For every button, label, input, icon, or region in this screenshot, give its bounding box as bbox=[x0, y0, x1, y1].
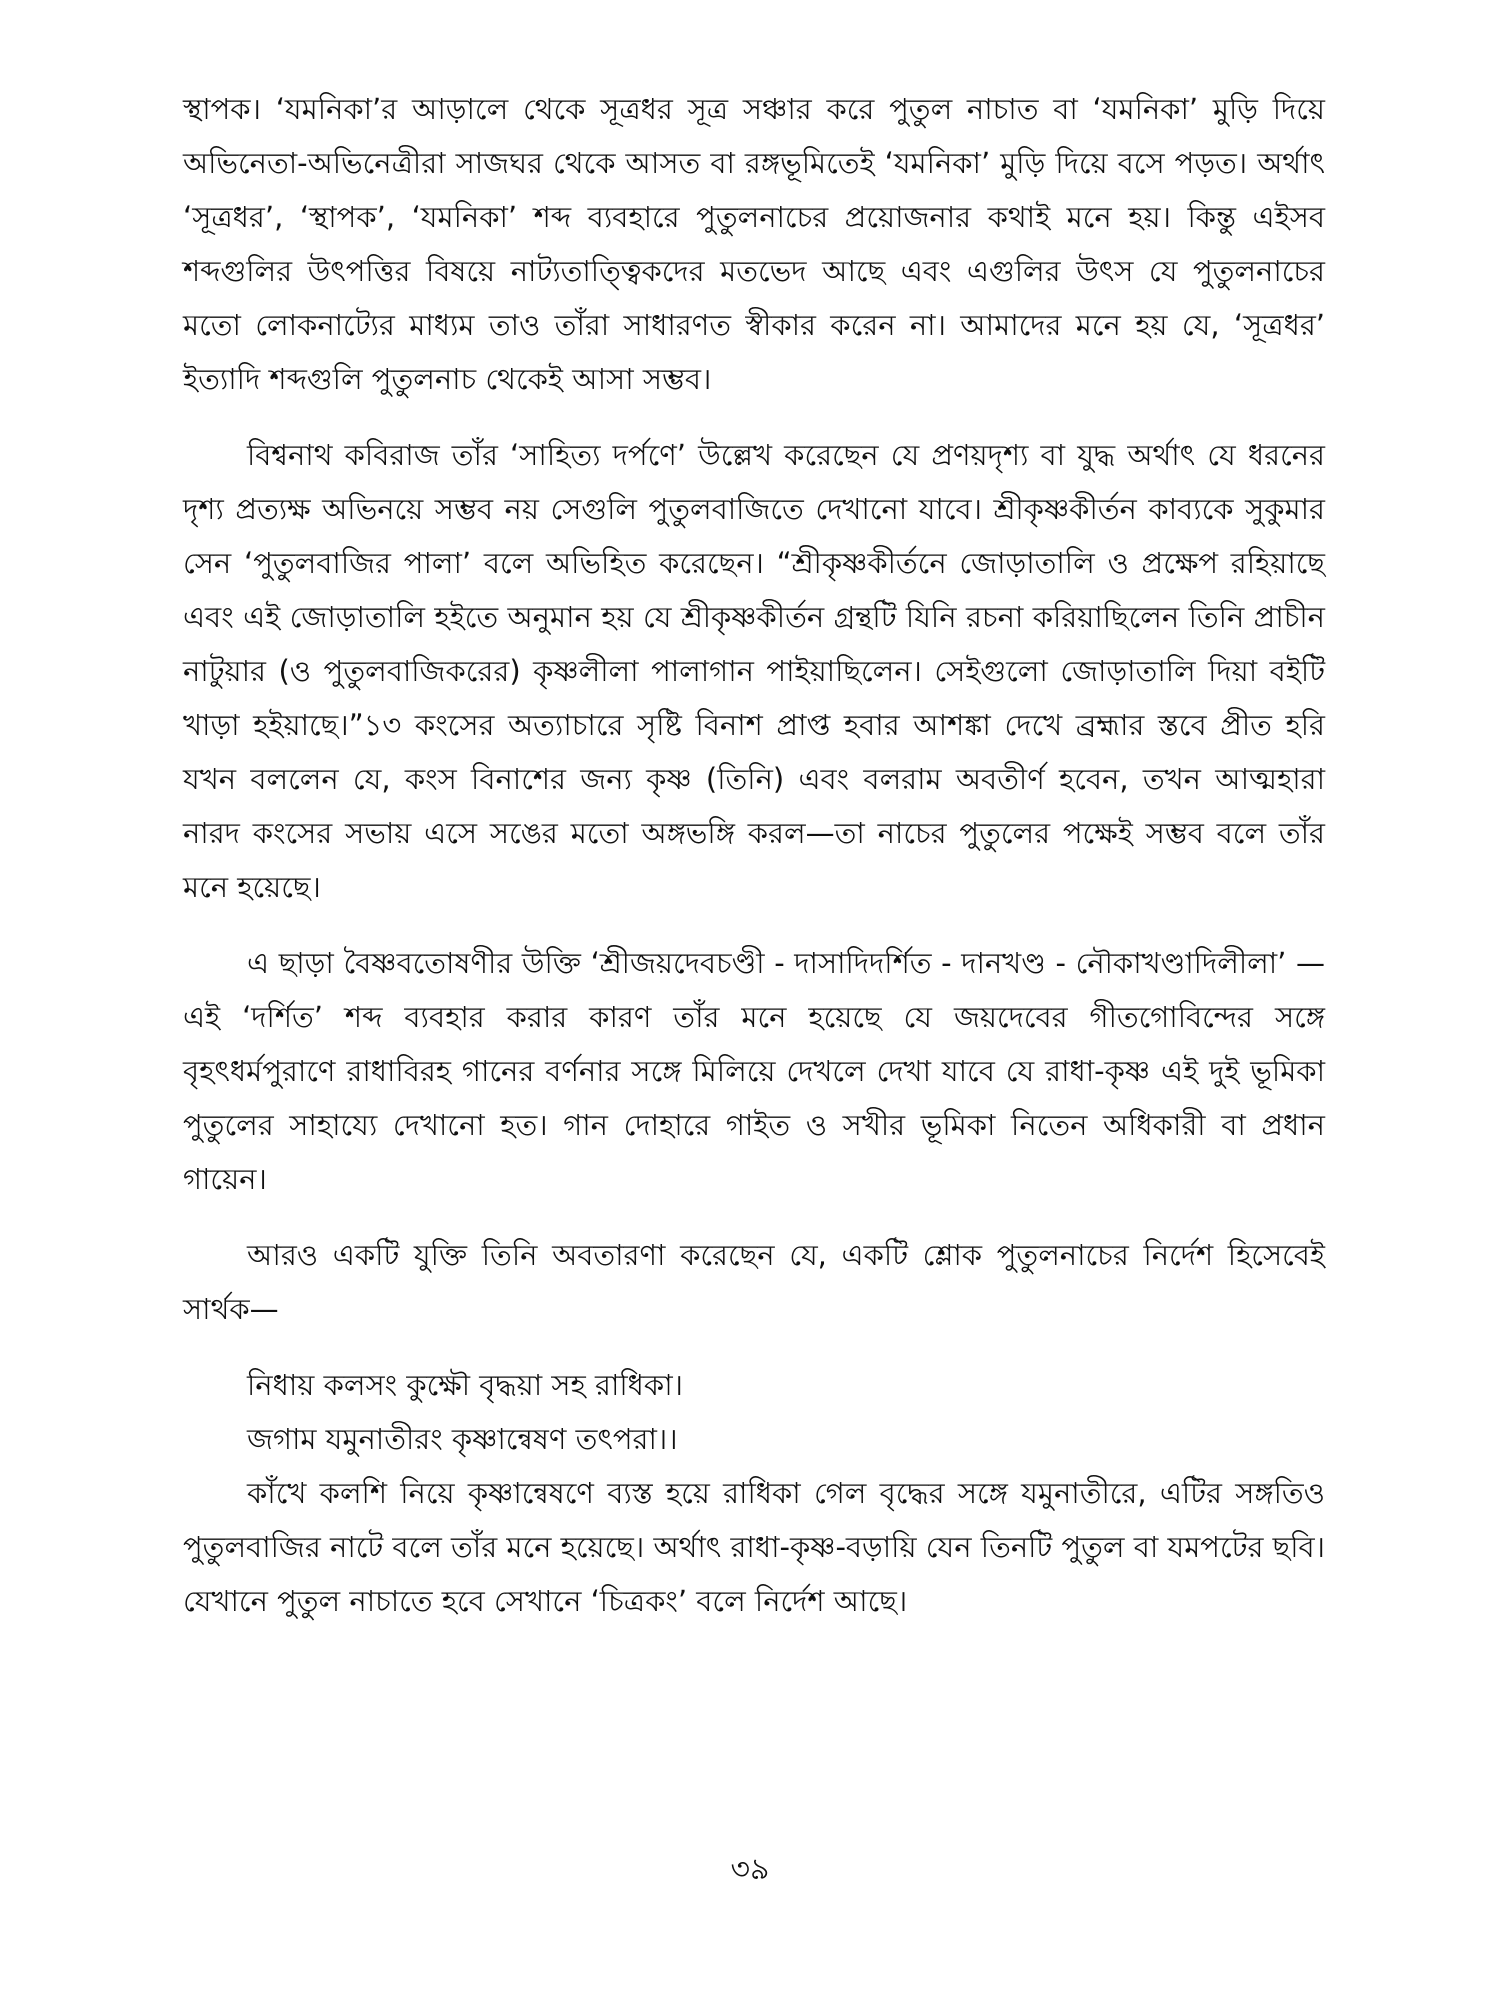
paragraph-5: কাঁখে কলশি নিয়ে কৃষ্ণান্বেষণে ব্যস্ত হয়ে রাধিকা গেল বৃদ্ধের সঙ্গে যমুনাতীরে, এটির সঙ্গতিও পুতুলবাজির নাটে বলে তাঁর মনে হয়েছে। অর্থাৎ রাধা-কৃষ্ণ-বড়ায়ি যেন তিনটি পুতুল বা যমপটের ছবি। যেখানে পুতুল নাচাতে হবে সেখানে ‘চিত্রকং’ বলে নির্দেশ আছে। bbox=[183, 1476, 1325, 1618]
paragraph-2: বিশ্বনাথ কবিরাজ তাঁর ‘সাহিত্য দর্পণে’ উল্লেখ করেছেন যে প্রণয়দৃশ্য বা যুদ্ধ অর্থাৎ যে ধরনের দৃশ্য প্রত্যক্ষ অভিনয়ে সম্ভব নয় সেগুলি পুতুলবাজিতে দেখানো যাবে। শ্রীকৃষ্ণকীর্তন কাব্যকে সুকুমার সেন ‘পুতুলবাজির পালা’ বলে অভিহিত করেছেন। “শ্রীকৃষ্ণকীর্তনে জোড়াতালি ও প্রক্ষেপ রহিয়াছে এবং এই জোড়াতালি হইতে অনুমান হয় যে শ্রীকৃষ্ণকীর্তন গ্রন্থটি যিনি রচনা করিয়াছিলেন তিনি প্রাচীন নাটুয়ার (ও পুতুলবাজিকরের) কৃষ্ণলীলা পালাগান পাইয়াছিলেন। সেইগুলো জোড়াতালি দিয়া বইটি খাড়া হইয়াছে।”১৩ কংসের অত্যাচারে সৃষ্টি বিনাশ প্রাপ্ত হবার আশঙ্কা দেখে ব্রহ্মার স্তবে প্রীত হরি যখন বললেন যে, কংস বিনাশের জন্য কৃষ্ণ (তিনি) এবং বলরাম অবতীর্ণ হবেন, তখন আত্মহারা নারদ কংসের সভায় এসে সঙের মতো অঙ্গভঙ্গি করল—তা নাচের পুতুলের পক্ষেই সম্ভব বলে তাঁর মনে হয়েছে। bbox=[183, 438, 1325, 904]
body-text bbox=[183, 82, 1325, 1628]
page-number: ৩৯ bbox=[730, 1852, 770, 1887]
sanskrit-verse bbox=[247, 1358, 1325, 1466]
verse-line-2: জগাম যমুনাতীরং কৃষ্ণান্বেষণ তৎপরা।। bbox=[247, 1422, 678, 1456]
paragraph-4: আরও একটি যুক্তি তিনি অবতারণা করেছেন যে, একটি শ্লোক পুতুলনাচের নির্দেশ হিসেবেই সার্থক— bbox=[183, 1238, 1325, 1326]
verse-line-1: নিধায় কলসং কুক্ষৌ বৃদ্ধয়া সহ রাধিকা। bbox=[247, 1368, 683, 1402]
paragraph-1: স্থাপক। ‘যমনিকা’র আড়ালে থেকে সূত্রধর সূত্র সঞ্চার করে পুতুল নাচাত বা ‘যমনিকা’ মুড়ি দিয়ে অভিনেতা-অভিনেত্রীরা সাজঘর থেকে আসত বা রঙ্গভূমিতেই ‘যমনিকা’ মুড়ি দিয়ে বসে পড়ত। অর্থাৎ ‘সূত্রধর’, ‘স্থাপক’, ‘যমনিকা’ শব্দ ব্যবহারে পুতুলনাচের প্রয়োজনার কথাই মনে হয়। কিন্তু এইসব শব্দগুলির উৎপত্তির বিষয়ে নাট্যতাত্ত্বিকদের মতভেদ আছে এবং এগুলির উৎস যে পুতুলনাচের মতো লোকনাট্যের মাধ্যম তাও তাঁরা সাধারণত স্বীকার করেন না। আমাদের মনে হয় যে, ‘সূত্রধর’ ইত্যাদি শব্দগুলি পুতুলনাচ থেকেই আসা সম্ভব। bbox=[183, 92, 1325, 396]
paragraph-3: এ ছাড়া বৈষ্ণবতোষণীর উক্তি ‘শ্রীজয়দেবচণ্ডী - দাসাদিদর্শিত - দানখণ্ড - নৌকাখণ্ডাদিলীলা’ — এই ‘দর্শিত’ শব্দ ব্যবহার করার কারণ তাঁর মনে হয়েছে যে জয়দেবের গীতগোবিন্দের সঙ্গে বৃহৎধর্মপুরাণে রাধাবিরহ গানের বর্ণনার সঙ্গে মিলিয়ে দেখলে দেখা যাবে যে রাধা-কৃষ্ণ এই দুই ভূমিকা পুতুলের সাহায্যে দেখানো হত। গান দোহারে গাইত ও সখীর ভূমিকা নিতেন অধিকারী বা প্রধান গায়েন। bbox=[183, 946, 1325, 1196]
